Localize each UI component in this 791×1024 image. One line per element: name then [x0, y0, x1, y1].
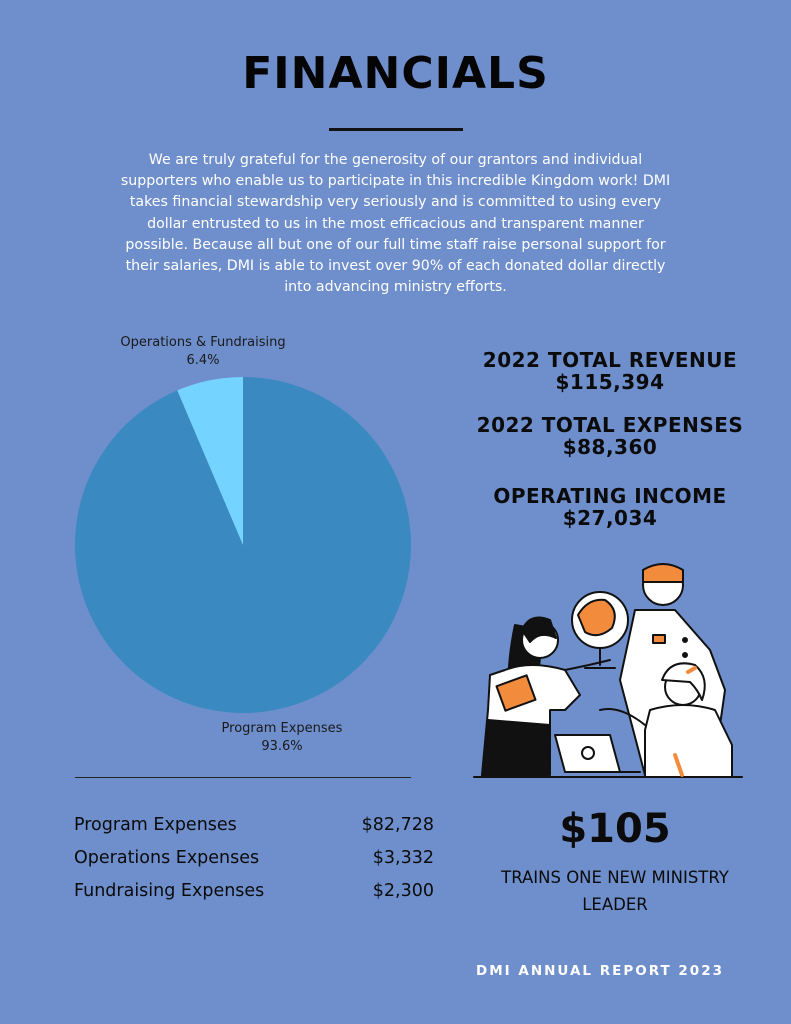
stat-revenue-value: $115,394	[555, 370, 665, 394]
expense-label: Fundraising Expenses	[74, 881, 265, 901]
pie-label-operations-value: 6.4%	[186, 353, 220, 368]
pie-label-program-value: 93.6%	[261, 739, 303, 754]
stat-revenue	[470, 349, 750, 393]
highlight-text: TRAINS ONE NEW MINISTRY LEADER	[501, 868, 729, 914]
team-globe-illustration	[470, 560, 745, 785]
highlight-value: $105	[559, 806, 671, 852]
expense-label: Operations Expenses	[74, 848, 260, 868]
title-divider	[329, 128, 463, 131]
stat-expenses	[470, 414, 750, 458]
expenses-divider	[75, 777, 411, 778]
intro-paragraph: We are truly grateful for the generosity of our grantors and individual supporters who enable us to participate in this incredible Kingdom work! DMI takes financial stewardship very seriously and is committed to using every dollar entrusted to us in the most efficacious and transparent manner possible. Because all but one of our full time staff raise personal support for their salaries, DMI is able to invest over 90% of each donated dollar directly into advancing ministry efforts.	[120, 152, 671, 296]
stat-operating-income-label: OPERATING INCOME	[493, 484, 727, 508]
expense-amount: $82,728	[361, 815, 434, 835]
expense-amount: $2,300	[372, 881, 434, 901]
pie-label-program-name: Program Expenses	[221, 721, 343, 736]
stat-operating-income-value: $27,034	[562, 506, 658, 530]
expense-pie-chart	[73, 375, 413, 715]
stat-expenses-label: 2022 TOTAL EXPENSES	[476, 413, 744, 437]
stat-revenue-label: 2022 TOTAL REVENUE	[482, 348, 738, 372]
footer-report-title: DMI ANNUAL REPORT 2023	[476, 963, 724, 979]
expense-row	[74, 881, 434, 901]
stat-expenses-value: $88,360	[562, 435, 658, 459]
pie-label-operations	[113, 334, 293, 370]
expense-amount: $3,332	[372, 848, 434, 868]
pie-label-program	[192, 720, 372, 756]
expense-row	[74, 815, 434, 835]
stat-operating-income	[470, 485, 750, 529]
expense-label: Program Expenses	[74, 815, 237, 835]
pie-label-operations-name: Operations & Fundraising	[120, 335, 286, 350]
page-title: FINANCIALS	[242, 48, 549, 99]
expense-row	[74, 848, 434, 868]
